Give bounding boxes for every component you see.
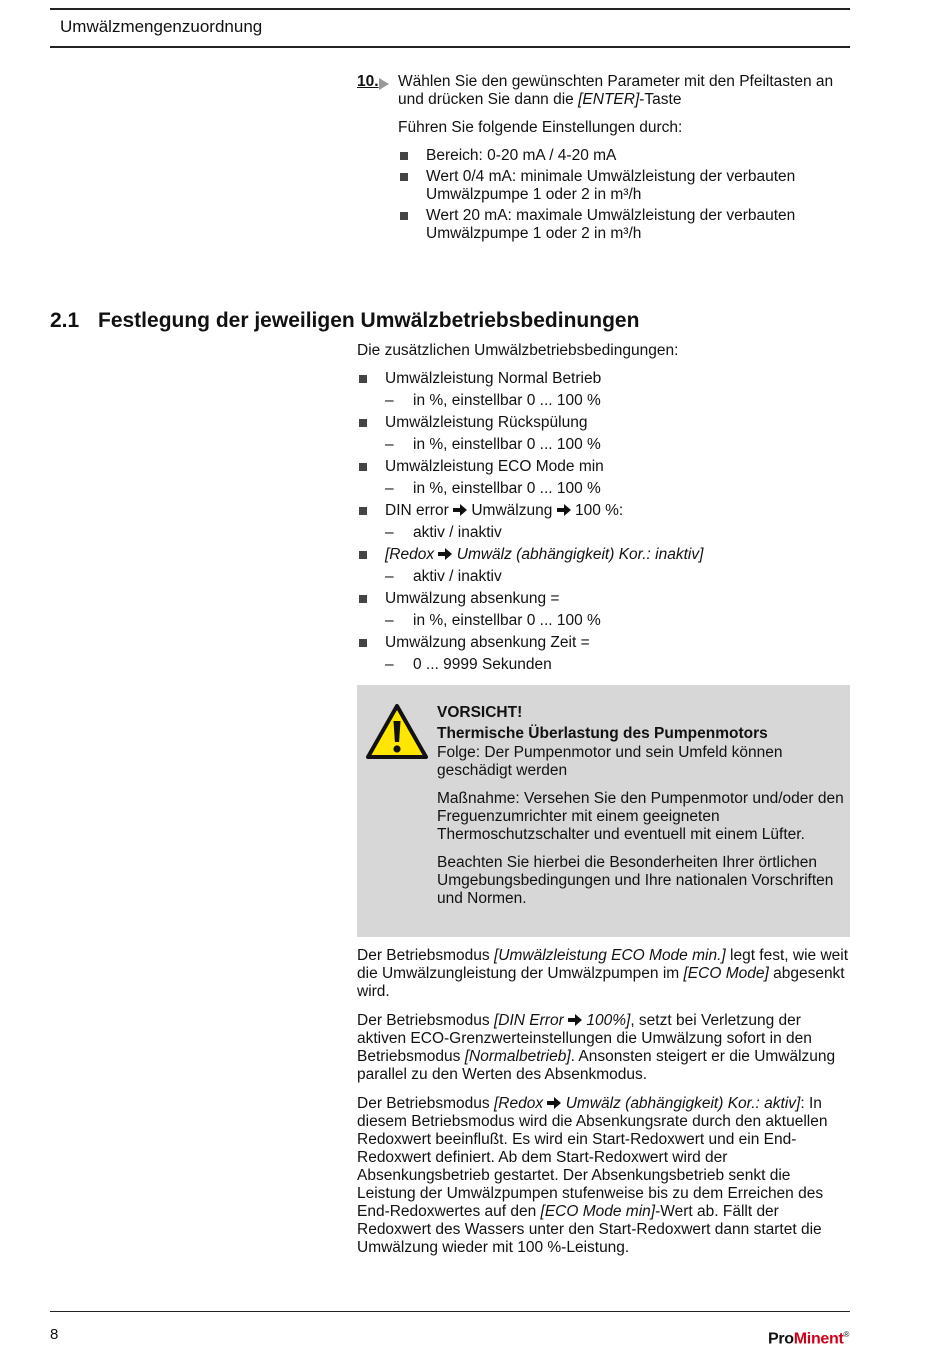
list-item: Umwälzung absenkung = – in %, einstellbar 0 ... 100 % [357, 590, 849, 630]
caution-note: Beachten Sie hierbei die Besonderheiten Ihrer örtlichen Umgebungsbedingungen und Ihre nationalen Vorschriften und Normen. [437, 854, 834, 907]
right-arrow-icon [568, 1014, 582, 1026]
step-intro: Führen Sie folgende Einstellungen durch: [398, 119, 683, 136]
paragraph-eco-mode: Der Betriebsmodus [Umwälzleistung ECO Mode min.] legt fest, wie weit die Umwälzungleistung der Umwälzpumpen im [ECO Mode] abgesenkt wird. [357, 947, 849, 1000]
sub-item: – in %, einstellbar 0 ... 100 % [385, 392, 601, 409]
list-item: Umwälzung absenkung Zeit = – 0 ... 9999 Sekunden [357, 634, 849, 674]
conditions-block [357, 342, 849, 674]
settings-list [398, 147, 847, 243]
square-bullet-icon [400, 212, 408, 220]
sub-item: – aktiv / inaktiv [385, 524, 502, 541]
caution-title: Thermische Überlastung des Pumpenmotors [437, 725, 768, 742]
caution-box [357, 685, 850, 937]
step-10 [357, 73, 847, 246]
square-bullet-icon [359, 595, 367, 603]
right-arrow-icon [438, 548, 452, 560]
caution-text [437, 703, 845, 908]
square-bullet-icon [359, 551, 367, 559]
step-number: 10. [357, 73, 379, 90]
list-item: Umwälzleistung Normal Betrieb – in %, einstellbar 0 ... 100 % [357, 370, 849, 410]
page-number: 8 [50, 1326, 59, 1343]
paragraph-redox: Der Betriebsmodus [Redox Umwälz (abhängigkeit) Kor.: aktiv]: In diesem Betriebsmodus wird die Absenkungsrate durch den aktuellen Redoxwert beeinflußt. Es wird ein Start-Redoxwert und ein End-Redoxwert definiert. Ab dem Start-Redoxwert wird der Absenkungsbetrieb gestartet. Der Absenkungsbetrieb senkt die Leistung der Umwälzpumpen stufenweise bis zu dem Erreichen des End-Redoxwertes auf den [ECO Mode min]-Wert ab. Fällt der Redoxwert des Wassers unter den Start-Redoxwert dann startet die Umwälzung wieder mit 100 %-Leistung. [357, 1095, 828, 1256]
list-item: Wert 20 mA: maximale Umwälzleistung der verbauten Umwälzpumpe 1 oder 2 in m³/h [398, 207, 847, 243]
section-title: Festlegung der jeweiligen Umwälzbetriebsbedinungen [98, 309, 640, 332]
list-item: DIN error Umwälzung 100 %: – aktiv / inaktiv [357, 502, 849, 542]
square-bullet-icon [359, 375, 367, 383]
square-bullet-icon [359, 639, 367, 647]
step-arrow-icon [379, 78, 389, 90]
section-number: 2.1 [50, 309, 80, 332]
warning-triangle-icon [365, 703, 429, 761]
signal-word: VORSICHT! [437, 704, 523, 721]
conditions-intro: Die zusätzlichen Umwälzbetriebsbedingungen: [357, 342, 679, 359]
list-item: [Redox Umwälz (abhängigkeit) Kor.: inaktiv] – aktiv / inaktiv [357, 546, 849, 586]
list-item: Bereich: 0-20 mA / 4-20 mA [398, 147, 847, 165]
running-head: Umwälzmengenzuordnung [60, 17, 263, 36]
right-arrow-icon [557, 504, 571, 516]
list-item: Wert 0/4 mA: minimale Umwälzleistung der verbauten Umwälzpumpe 1 oder 2 in m³/h [398, 168, 847, 204]
sub-item: – in %, einstellbar 0 ... 100 % [385, 436, 601, 453]
sub-item: – aktiv / inaktiv [385, 568, 502, 585]
enter-key-ref: [ENTER] [578, 91, 640, 108]
square-bullet-icon [400, 152, 408, 160]
square-bullet-icon [359, 507, 367, 515]
list-item: Umwälzleistung Rückspülung – in %, einstellbar 0 ... 100 % [357, 414, 849, 454]
header-rule [50, 46, 850, 48]
list-item: Umwälzleistung ECO Mode min – in %, einstellbar 0 ... 100 % [357, 458, 849, 498]
square-bullet-icon [400, 173, 408, 181]
top-rule [50, 8, 850, 10]
sub-item: – in %, einstellbar 0 ... 100 % [385, 480, 601, 497]
right-arrow-icon [453, 504, 467, 516]
footer-rule [50, 1311, 850, 1312]
conditions-list [357, 370, 849, 674]
sub-item: – in %, einstellbar 0 ... 100 % [385, 612, 601, 629]
paragraph-din-error: Der Betriebsmodus [DIN Error 100%], setzt bei Verletzung der aktiven ECO-Grenzwerteinstellungen die Umwälzung sofort in den Betriebsmodus [Normalbetrieb]. Ansonsten steigert er die Umwälzung parallel zu den Werten des Absenkmodus. [357, 1012, 836, 1083]
right-arrow-icon [547, 1097, 561, 1109]
section-heading [50, 309, 639, 333]
caution-consequence: Folge: Der Pumpenmotor und sein Umfeld können geschädigt werden [437, 744, 783, 779]
sub-item: – 0 ... 9999 Sekunden [385, 656, 552, 673]
step-instruction: Wählen Sie den gewünschten Parameter mit den Pfeiltasten an und drücken Sie dann die [ENTER]-Taste [398, 73, 834, 108]
square-bullet-icon [359, 463, 367, 471]
square-bullet-icon [359, 419, 367, 427]
caution-measure: Maßnahme: Versehen Sie den Pumpenmotor und/oder den Freguenzumrichter mit einem geeigneten Thermoschutzschalter und eventuell mit einem Lüfter. [437, 790, 844, 843]
brand-logo: ProMinent® [768, 1330, 850, 1348]
